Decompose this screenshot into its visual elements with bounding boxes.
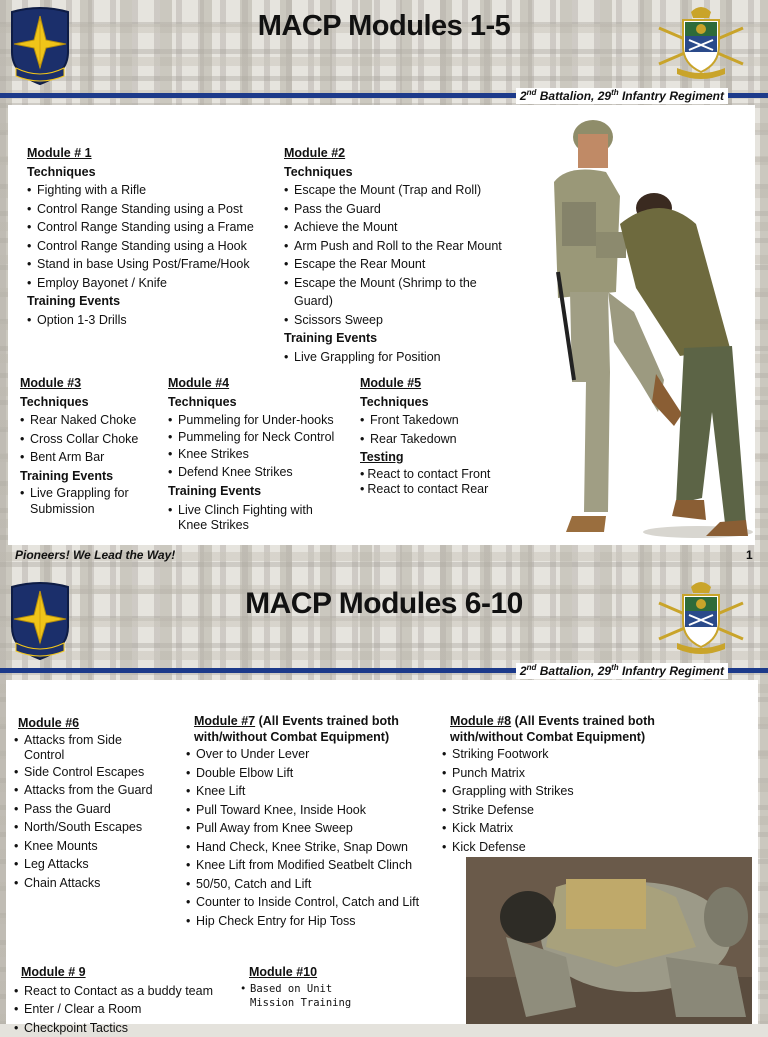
section-label: Techniques <box>20 393 165 412</box>
footer-motto: Pioneers! We Lead the Way! <box>15 548 175 562</box>
list-item: • Stand in base Using Post/Frame/Hook <box>27 255 277 274</box>
list-item: • Pass the Guard <box>14 800 184 819</box>
list-item: • Side Control Escapes <box>14 763 184 782</box>
list-item: • Escape the Mount (Trap and Roll) <box>284 181 524 200</box>
module-8 <box>442 714 682 856</box>
list-item: • Achieve the Mount <box>284 218 524 237</box>
module-9 <box>14 963 239 1037</box>
regimental-crest-icon <box>655 577 747 657</box>
section-label: Techniques <box>284 163 524 182</box>
module-heading: Module #6 <box>14 714 184 733</box>
regimental-crest-icon <box>655 2 747 82</box>
list-item: • Striking Footwork <box>442 745 682 764</box>
list-item: • Hand Check, Knee Strike, Snap Down <box>186 838 440 857</box>
list-item: • Based on Unit Mission Training <box>240 982 370 1010</box>
page-title: MACP Modules 1-5 <box>0 10 768 43</box>
list-item: • Control Range Standing using a Post <box>27 200 277 219</box>
list-item: • Employ Bayonet / Knife <box>27 274 277 293</box>
module-heading: Module # 1 <box>27 144 277 163</box>
module-heading: Module #10 <box>240 963 390 982</box>
list-item: • Punch Matrix <box>442 764 682 783</box>
page-number: 1 <box>746 548 753 562</box>
list-item: • Kick Matrix <box>442 819 682 838</box>
list-item: • Knee Mounts <box>14 837 184 856</box>
list-item: • Control Range Standing using a Hook <box>27 237 277 256</box>
list-item: • Pummeling for Under-hooks <box>168 411 353 430</box>
soldiers-clinch-photo <box>548 112 755 544</box>
module-heading: Module #4 <box>168 374 353 393</box>
list-item: • Checkpoint Tactics <box>14 1019 239 1037</box>
list-item: • Enter / Clear a Room <box>14 1000 239 1019</box>
module-heading: Module #8 <box>450 714 511 728</box>
list-item: • Grappling with Strikes <box>442 782 682 801</box>
list-item: • React to contact Rear <box>360 482 540 498</box>
list-item: • Hip Check Entry for Hip Toss <box>186 912 440 931</box>
module-heading: Module #3 <box>20 374 165 393</box>
module-heading-row <box>186 714 440 745</box>
list-item: • Fighting with a Rifle <box>27 181 277 200</box>
list-item: • Rear Takedown <box>360 430 540 449</box>
list-item: • Live Grappling for Submission <box>20 485 148 517</box>
list-item: • Chain Attacks <box>14 874 184 893</box>
list-item: • Pass the Guard <box>284 200 524 219</box>
section-label: Techniques <box>360 393 540 412</box>
list-item: • Bent Arm Bar <box>20 448 165 467</box>
list-item: • Pummeling for Neck Control <box>168 430 353 445</box>
list-item: • Over to Under Lever <box>186 745 440 764</box>
list-item: • Escape the Mount (Shrimp to the Guard) <box>284 274 494 311</box>
list-item: • React to Contact as a buddy team <box>14 982 239 1001</box>
list-item: • Cross Collar Choke <box>20 430 165 449</box>
list-item: • Attacks from Side Control <box>14 733 144 763</box>
list-item: • Attacks from the Guard <box>14 781 184 800</box>
module-heading: Module #5 <box>360 374 540 393</box>
list-item: • Knee Lift from Modified Seatbelt Clinch <box>186 856 440 875</box>
module-heading: Module #2 <box>284 144 524 163</box>
list-item: • Live Grappling for Position <box>284 348 524 367</box>
list-item: • Pull Away from Knee Sweep <box>186 819 440 838</box>
list-item: • Option 1-3 Drills <box>27 311 277 330</box>
battalion-tagline: 2nd Battalion, 29th Infantry Regiment <box>516 663 728 679</box>
module-4 <box>168 374 353 533</box>
list-item: • Rear Naked Choke <box>20 411 165 430</box>
list-item: • Escape the Rear Mount <box>284 255 524 274</box>
module-1 <box>27 144 277 329</box>
section-label: Techniques <box>27 163 277 182</box>
section-label: Training Events <box>20 467 165 486</box>
list-item: • Knee Strikes <box>168 445 353 464</box>
list-item: • Double Elbow Lift <box>186 764 440 783</box>
module-7 <box>186 714 440 930</box>
list-item: • React to contact Front <box>360 467 540 483</box>
section-label: Testing <box>360 448 540 467</box>
module-5 <box>360 374 540 498</box>
module-3 <box>20 374 165 517</box>
list-item: • Front Takedown <box>360 411 540 430</box>
list-item: • Kick Defense <box>442 838 682 857</box>
list-item: • Knee Lift <box>186 782 440 801</box>
module-heading-note: (All Events trained both with/without Combat Equipment) <box>450 714 655 744</box>
list-item: • Pull Toward Knee, Inside Hook <box>186 801 440 820</box>
slide-2 <box>0 575 768 1024</box>
list-item: • Control Range Standing using a Frame <box>27 218 277 237</box>
module-10 <box>240 963 390 1010</box>
list-item: • North/South Escapes <box>14 818 184 837</box>
list-item: • Strike Defense <box>442 801 682 820</box>
list-item: • Leg Attacks <box>14 855 184 874</box>
module-heading: Module #7 <box>194 714 255 728</box>
list-item: • Live Clinch Fighting with Knee Strikes <box>168 503 328 533</box>
module-heading-note: (All Events trained both with/without Combat Equipment) <box>194 714 399 744</box>
section-label: Training Events <box>27 292 277 311</box>
section-label: Techniques <box>168 393 353 412</box>
list-item: • Counter to Inside Control, Catch and Lift <box>186 893 440 912</box>
module-6 <box>14 714 184 892</box>
section-label: Training Events <box>284 329 524 348</box>
battalion-tagline: 2nd Battalion, 29th Infantry Regiment <box>516 88 728 104</box>
page-title: MACP Modules 6-10 <box>0 587 768 621</box>
grappling-photo <box>466 857 752 1024</box>
module-heading: Module # 9 <box>14 963 239 982</box>
list-item: • Defend Knee Strikes <box>168 463 353 482</box>
module-2 <box>284 144 524 366</box>
list-item: • 50/50, Catch and Lift <box>186 875 440 894</box>
list-item: • Arm Push and Roll to the Rear Mount <box>284 237 524 256</box>
list-item: • Scissors Sweep <box>284 311 524 330</box>
module-heading-row <box>442 714 682 745</box>
section-label: Training Events <box>168 482 353 501</box>
